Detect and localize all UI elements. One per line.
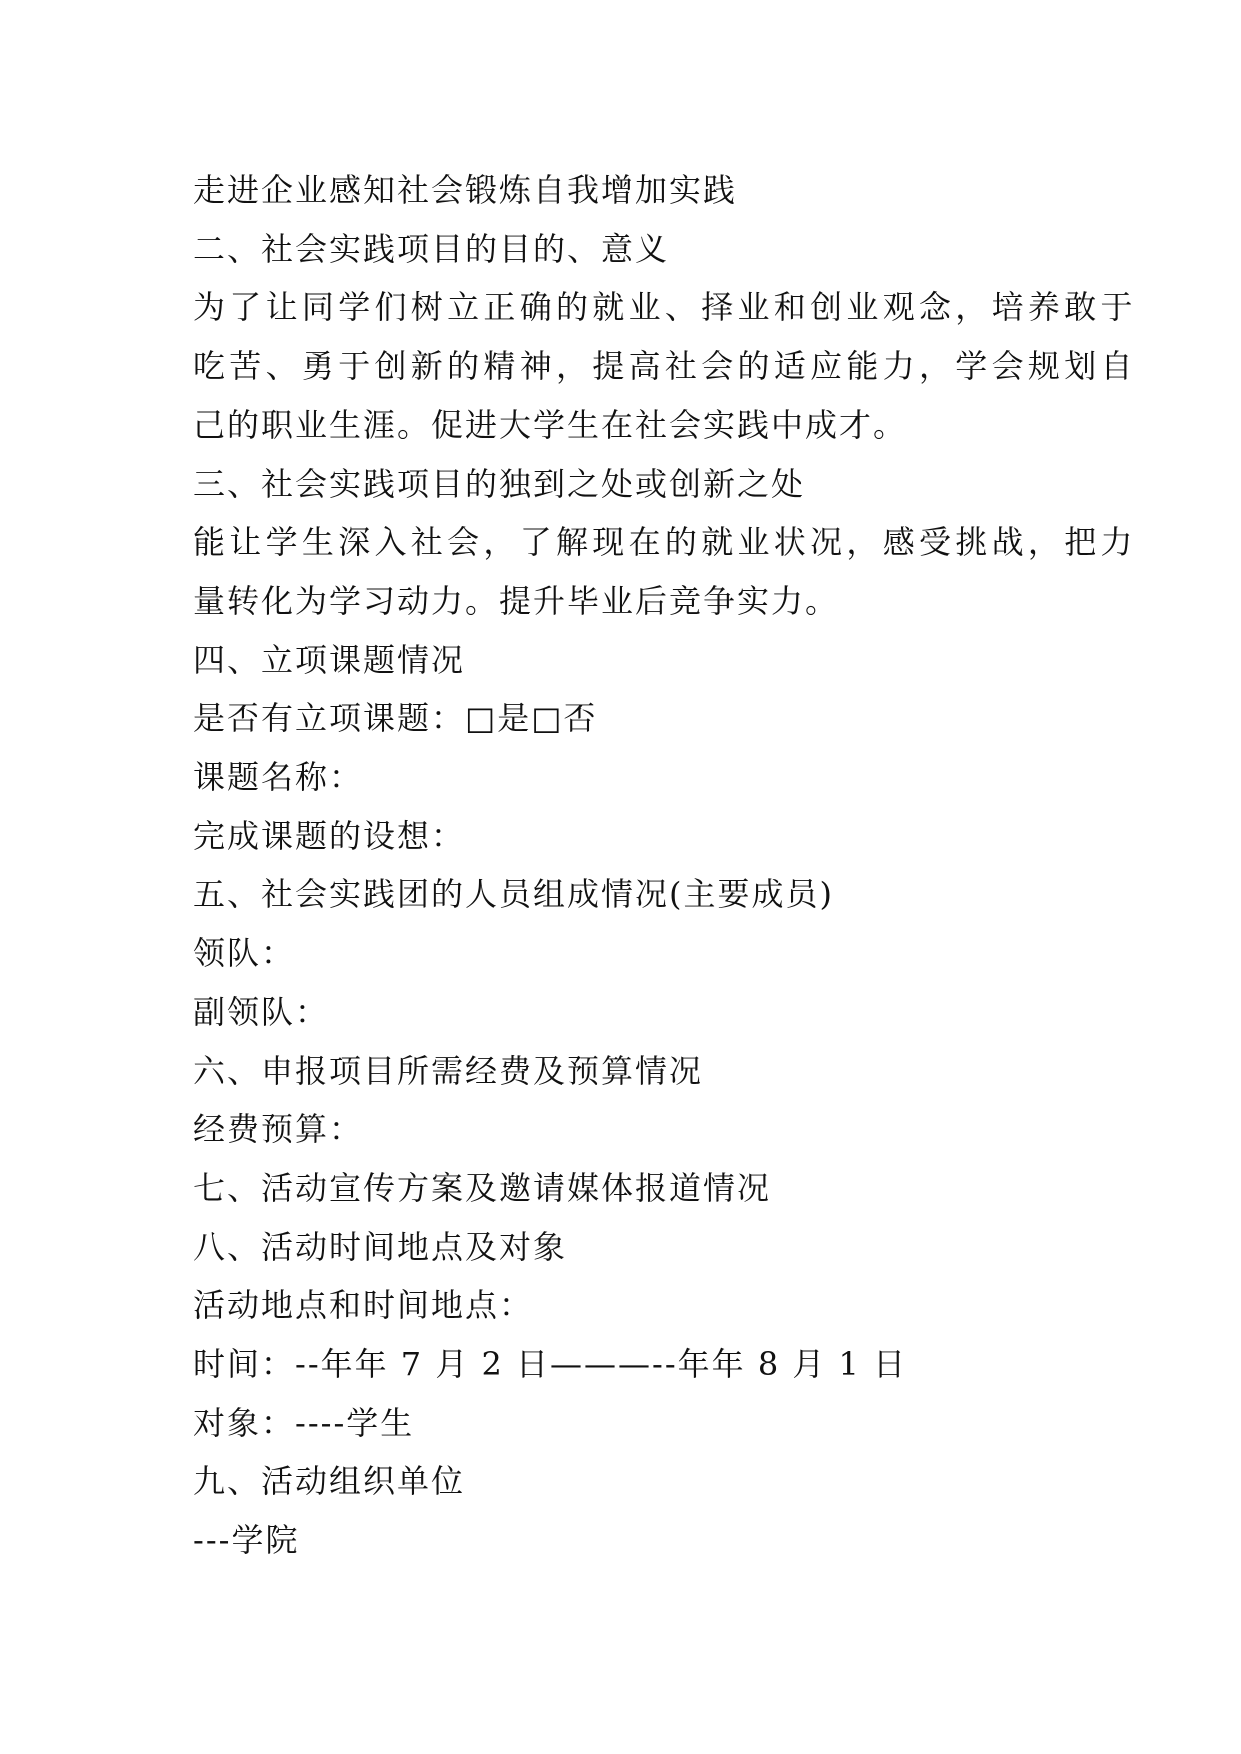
text-line: 活动地点和时间地点： [193,1286,534,1325]
text-line: 经费预算： [193,1110,364,1149]
text-line: 领队： [193,934,296,973]
text-line: 时间：--年年 7 月 2 日———--年年 8 月 1 日 [193,1345,908,1384]
text-line: 完成课题的设想： [193,816,466,855]
text-line: 量转化为学习动力。提升毕业后竞争实力。 [193,581,840,620]
section-heading: 七、活动宣传方案及邀请媒体报道情况 [193,1168,772,1207]
text-line: 对象：----学生 [193,1403,415,1442]
text-line: 走进企业感知社会锻炼自我增加实践 [193,171,738,209]
section-heading: 二、社会实践项目的目的、意义 [193,229,670,268]
text-line: 副领队： [193,992,330,1031]
text-line: 能让学生深入社会，了解现在的就业状况，感受挑战，把力 [193,523,1137,562]
text-line: 吃苦、勇于创新的精神，提高社会的适应能力，学会规划自 [193,347,1137,386]
section-heading: 五、社会实践团的人员组成情况(主要成员) [193,875,834,914]
text-line: 是否有立项课题：□是□否 [193,699,598,738]
text-line: 己的职业生涯。促进大学生在社会实践中成才。 [193,405,908,444]
section-heading: 八、活动时间地点及对象 [193,1227,568,1266]
section-heading: 四、立项课题情况 [193,640,466,679]
text-line: 课题名称： [193,758,364,797]
section-heading: 九、活动组织单位 [193,1462,466,1501]
document-body [193,161,1137,1570]
section-heading: 三、社会实践项目的独到之处或创新之处 [193,464,806,503]
text-line: 为了让同学们树立正确的就业、择业和创业观念，培养敢于 [193,288,1137,327]
section-heading: 六、申报项目所需经费及预算情况 [193,1051,704,1090]
text-line: ---学院 [193,1521,300,1560]
